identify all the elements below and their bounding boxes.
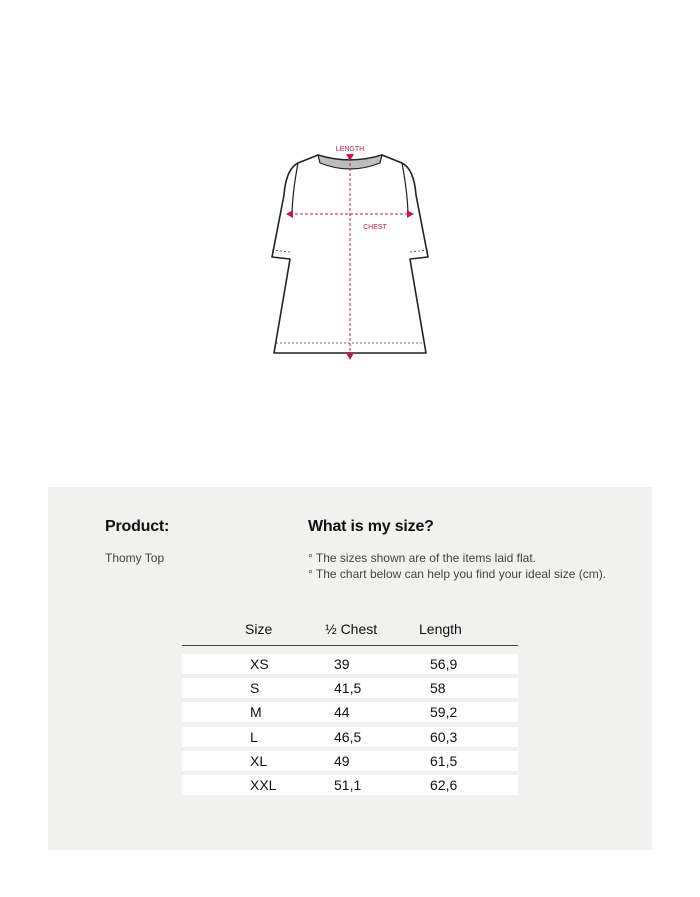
table-row (182, 654, 518, 674)
size-note: ° The chart below can help you find your ideal size (cm). (308, 567, 607, 581)
tshirt-measurement-diagram (230, 135, 470, 370)
size-table-body (182, 654, 518, 795)
size-notes (308, 550, 606, 582)
product-name: Thomy Top (105, 551, 165, 565)
chest-cell: 51,1 (334, 776, 362, 793)
chest-cell: 39 (334, 656, 350, 672)
table-row (182, 678, 518, 698)
length-cell: 59,2 (430, 704, 458, 721)
size-cell: XXL (250, 776, 277, 793)
table-row (182, 727, 518, 747)
size-cell: L (250, 728, 258, 745)
size-cell: S (250, 680, 260, 697)
size-table (182, 619, 518, 799)
size-cell: M (250, 704, 262, 721)
length-cell: 62,6 (430, 776, 458, 793)
chest-cell: 44 (334, 704, 350, 721)
table-row (182, 775, 518, 795)
size-cell: XL (250, 752, 268, 769)
column-header-chest: ½ Chest (325, 621, 378, 637)
chest-cell: 49 (334, 752, 350, 769)
length-cell: 56,9 (430, 656, 458, 672)
length-cell: 60,3 (430, 728, 458, 745)
column-header-size: Size (245, 621, 273, 637)
size-cell: XS (250, 656, 269, 672)
length-cell: 61,5 (430, 752, 458, 769)
table-row (182, 702, 518, 722)
size-info-panel (48, 487, 652, 850)
column-header-length: Length (419, 621, 462, 637)
length-cell: 58 (430, 680, 446, 697)
length-label: LENGTH (335, 146, 365, 153)
table-row (182, 751, 518, 771)
size-heading: What is my size? (308, 518, 434, 535)
size-table-header (182, 619, 518, 646)
size-note: ° The sizes shown are of the items laid flat. (308, 551, 537, 565)
length-arrow-bottom (346, 353, 354, 360)
chest-cell: 46,5 (334, 728, 362, 745)
chest-cell: 41,5 (334, 680, 362, 697)
chest-label: CHEST (363, 224, 387, 231)
product-heading: Product: (105, 518, 170, 535)
